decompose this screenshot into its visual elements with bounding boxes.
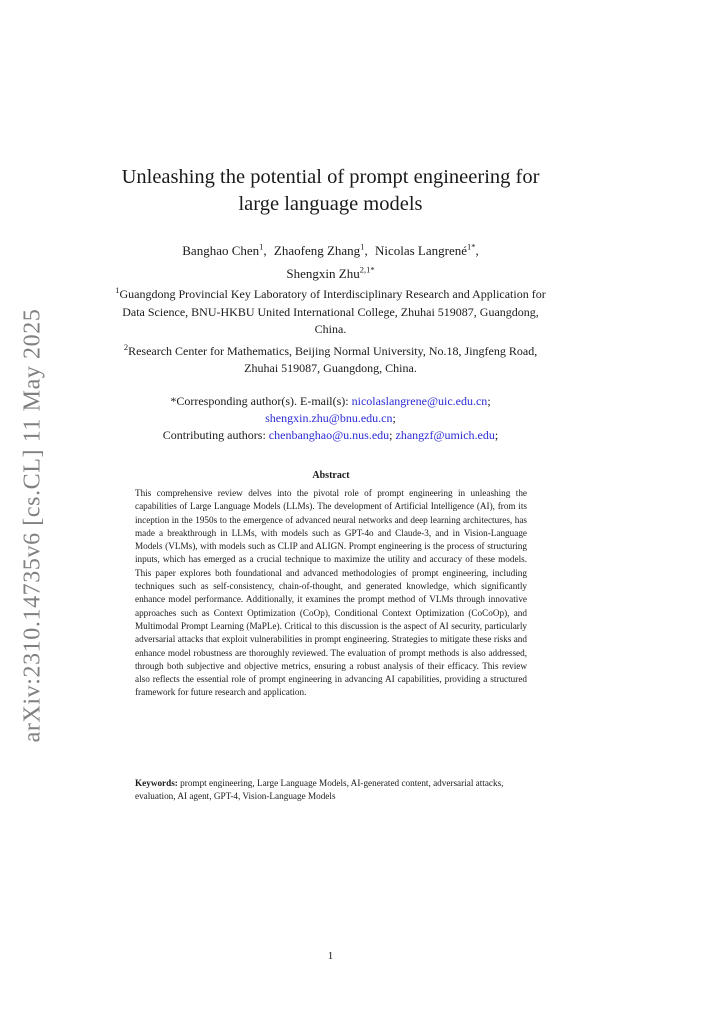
corresponding-label: *Corresponding author(s). E-mail(s): xyxy=(170,394,349,408)
affiliation-list xyxy=(110,282,551,378)
email-link[interactable]: nicolaslangrene@uic.edu.cn xyxy=(351,394,488,408)
author-name: Shengxin Zhu xyxy=(286,265,360,281)
affiliation-mark: 1 xyxy=(115,285,120,295)
affiliation-2 xyxy=(110,339,551,378)
author-mark: 1 xyxy=(259,242,264,252)
arxiv-identifier-stamp xyxy=(13,310,53,740)
affiliation-mark: 2 xyxy=(123,341,129,352)
author-name: Zhaofeng Zhang xyxy=(273,243,361,259)
affiliation-text: Guangdong Provincial Key Laboratory of Interdisciplinary Research and Application for Data Science, BNU-HKBU United International College, Zhuhai 519087, Guangdong, China. xyxy=(119,287,546,336)
correspondence-block: *Corresponding author(s). E-mail(s): nicolaslangrene@uic.edu.cn; shengxin.zhu@bnu.edu.cn; Contributing authors: chenbanghao@u.nus.edu; zhangzf@umich.edu; xyxy=(162,394,499,442)
abstract-heading: Abstract xyxy=(312,470,350,481)
author-1: Banghao Chen$^1$, xyxy=(182,242,267,259)
abstract-text: This comprehensive review delves into the pivotal role of prompt engineering in unleashing the capabilities of Large Language Models (LLMs). The development of Artificial Intelligence (AI), from its inception in the 1950s to the emergence of advanced neural networks and deep learning architectures, has made a breakthrough in LLMs, with models such as GPT-4o and Claude-3, and in Vision-Language Models (VLMs), with models such as CLIP and ALIGN. Prompt engineering is the process of structuring inputs, which has emerged as a crucial technique to maximize the utility and accuracy of these models. This paper explores both foundational and advanced methodologies of prompt engineering, including techniques such as self-consistency, chain-of-thought, and generated knowledge, which significantly enhance model performance. Additionally, it examines the prompt method of VLMs through innovative approaches such as Context Optimization (CoOp), Conditional Context Optimization (CoCoOp), and Multimodal Prompt Learning (MaPLe). Critical to this discussion is the aspect of AI security, particularly adversarial attacks that exploit vulnerabilities in prompt engineering. Strategies to mitigate these risks and enhance model robustness are thoroughly reviewed. The evaluation of prompt methods is also addressed, through both subjective and objective metrics, ensuring a robust analysis of their efficacy. This review also reflects the essential role of prompt engineering in advancing AI capabilities, providing a structured framework for future research and application. xyxy=(135,488,527,698)
keywords-label: Keywords: xyxy=(135,778,178,788)
affiliation-1 xyxy=(110,282,551,339)
email-link[interactable]: shengxin.zhu@bnu.edu.cn xyxy=(265,411,393,425)
page-number: 1 xyxy=(327,950,334,962)
keywords xyxy=(135,777,527,802)
author-name: Nicolas Langrené xyxy=(374,243,467,259)
author-3: Nicolas Langrené$^{1*}$, xyxy=(374,242,479,259)
author-list xyxy=(110,238,551,283)
author-2: Zhaofeng Zhang$^1$, xyxy=(273,242,368,259)
paper-title: Unleashing the potential of prompt engineering for large language models xyxy=(121,166,540,215)
arxiv-identifier-text: arXiv:2310.14735v6 [cs.CL] 11 May 2025 xyxy=(19,308,46,742)
author-mark: 1 xyxy=(360,242,365,252)
author-name: Banghao Chen xyxy=(182,243,260,259)
author-4 xyxy=(286,266,374,281)
contributing-label: Contributing authors: xyxy=(162,428,266,442)
author-mark: 1* xyxy=(466,242,476,252)
affiliation-text: Research Center for Mathematics, Beijing Normal University, No.18, Jingfeng Road, Zhuhai 519087, Guangdong, China. xyxy=(128,343,538,375)
keywords-text: prompt engineering, Large Language Models, AI-generated content, adversarial attacks, evaluation, AI agent, GPT-4, Vision-Language Models xyxy=(135,778,504,801)
email-link[interactable]: zhangzf@umich.edu xyxy=(395,428,495,442)
author-mark: 2,1* xyxy=(359,264,375,275)
email-link[interactable]: chenbanghao@u.nus.edu xyxy=(268,428,390,442)
